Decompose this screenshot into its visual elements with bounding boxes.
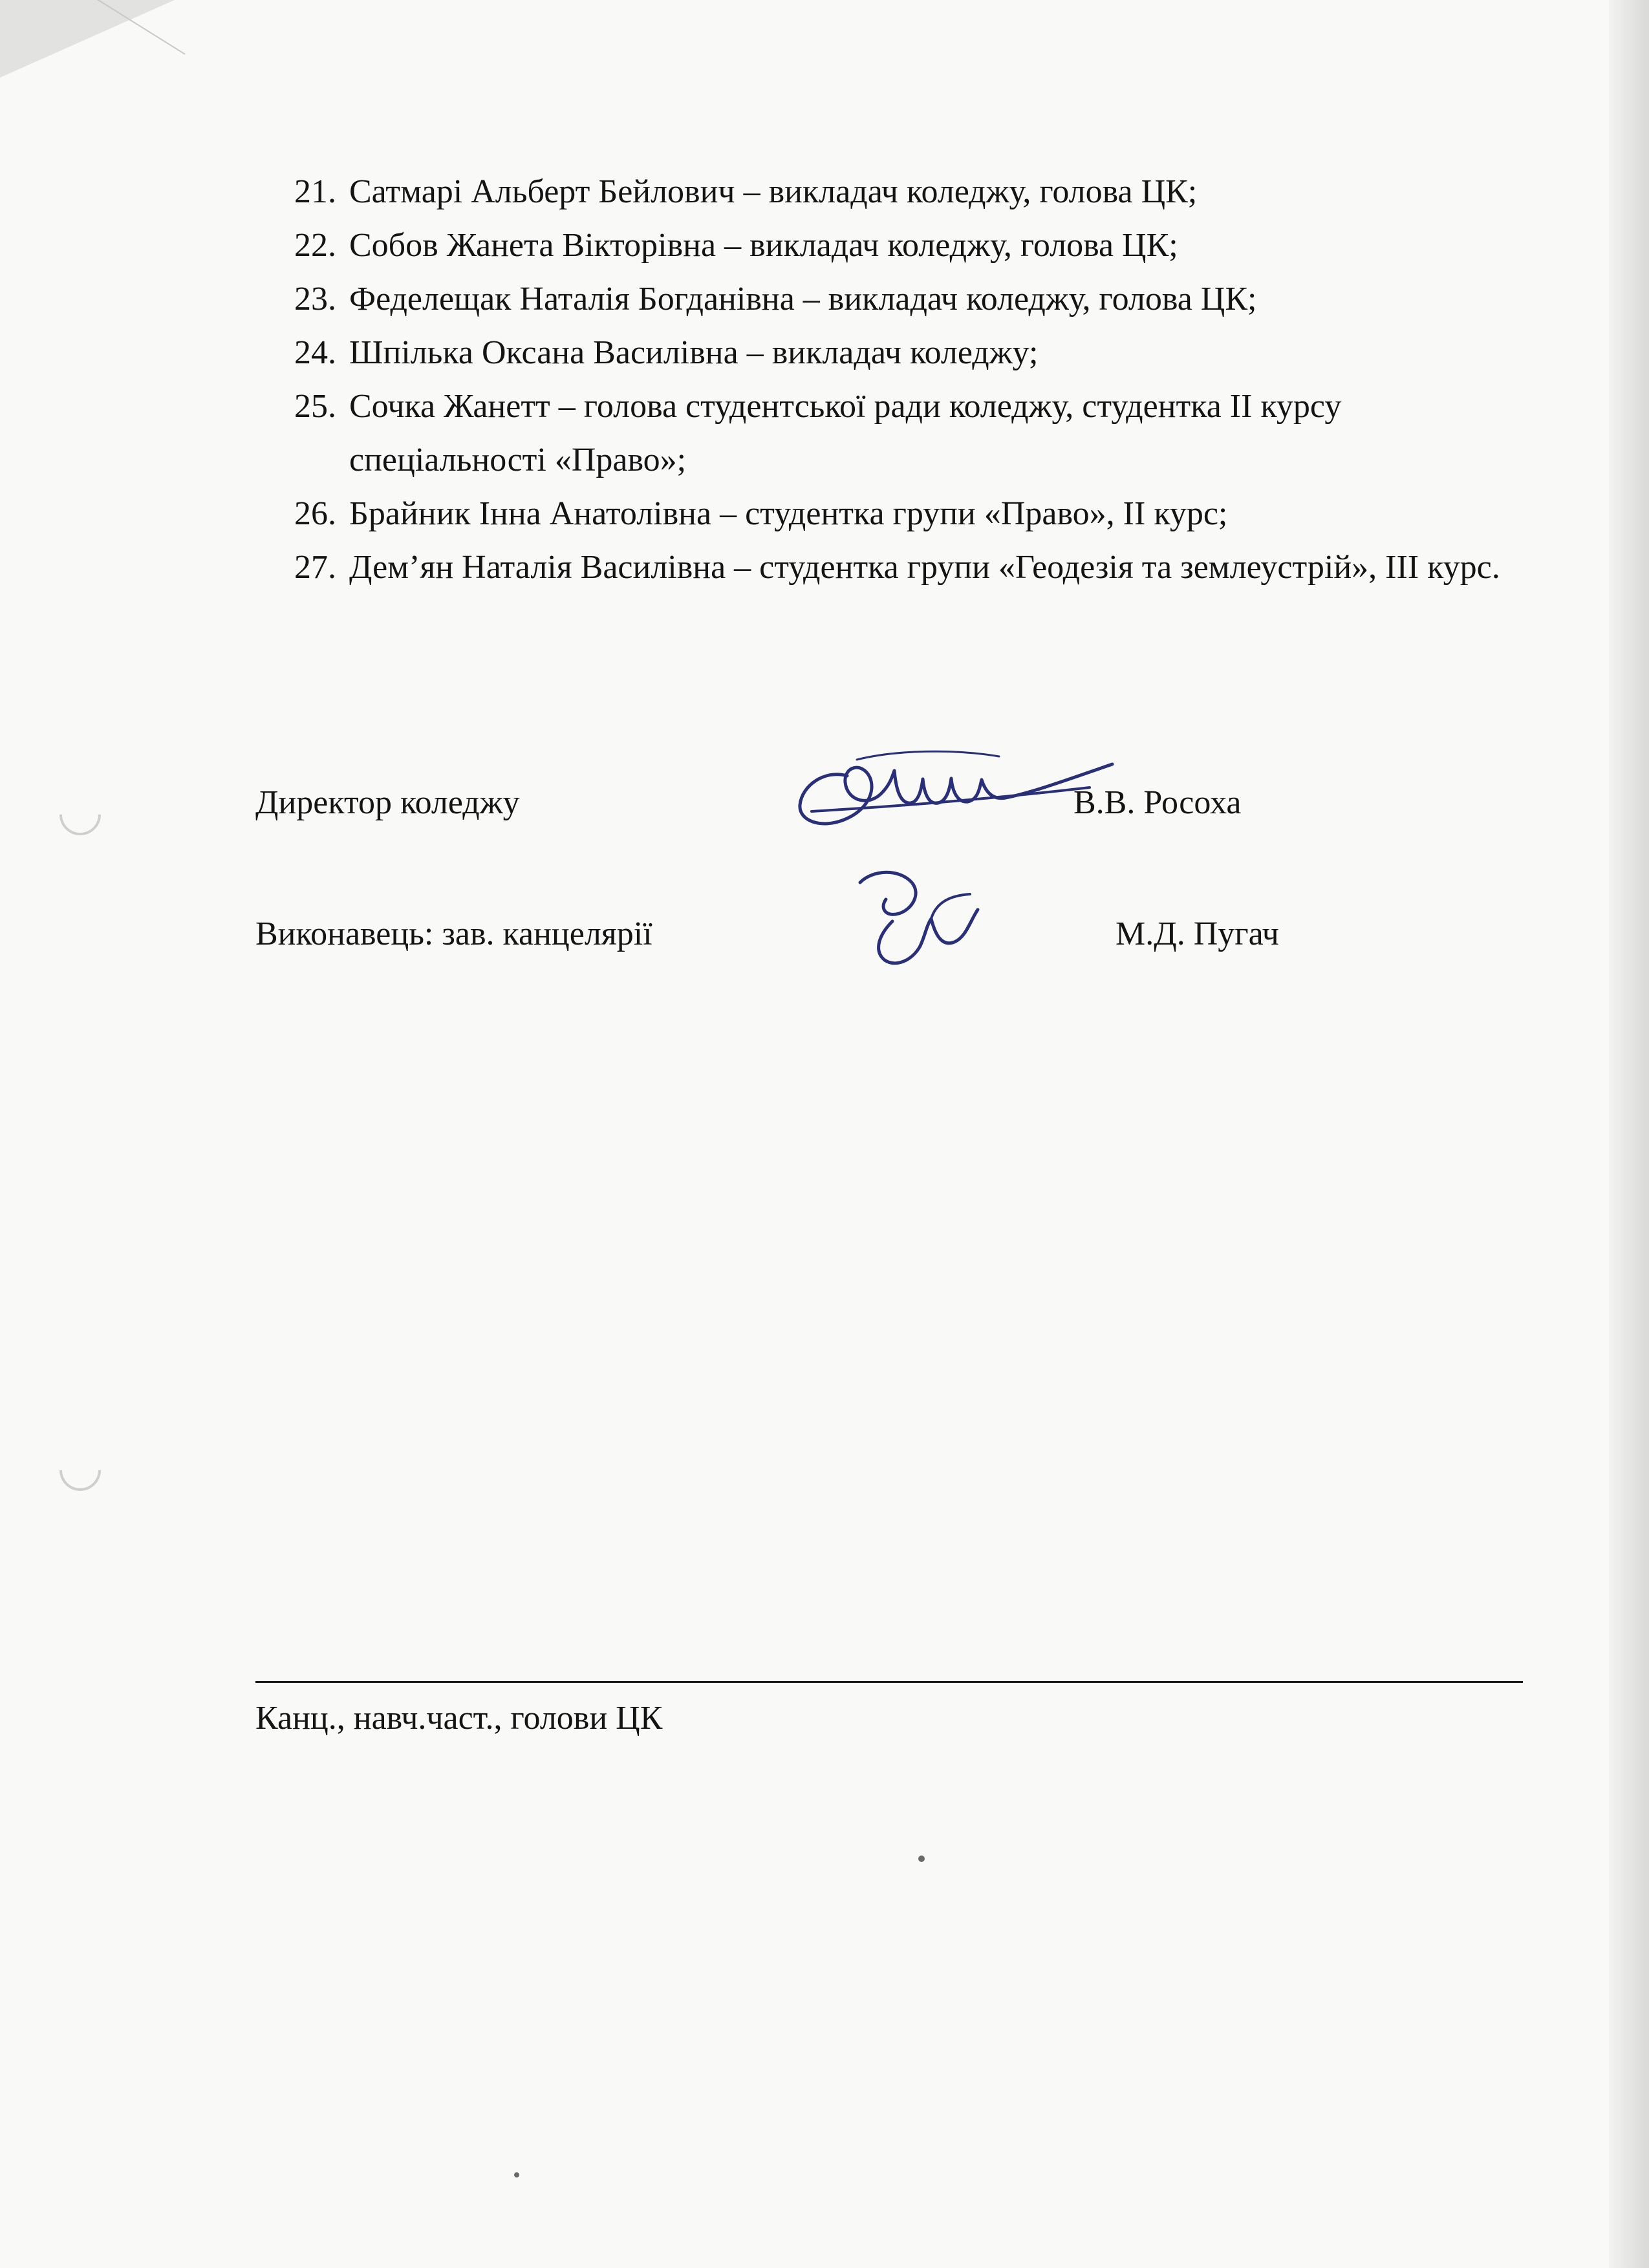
list-item (285, 219, 1539, 272)
list-item-number: 27. (294, 549, 336, 586)
scan-speck (918, 1856, 925, 1862)
list-item (285, 380, 1539, 487)
director-name: В.В. Росоха (1073, 784, 1242, 821)
list-item-text: Сатмарі Альберт Бейлович – викладач коледжу, голова ЦК; (349, 173, 1198, 210)
list-item-text: Дем’ян Наталія Василівна – студентка групи «Геодезія та землеустрій», ІІІ курс. (349, 549, 1500, 586)
list-item (285, 326, 1539, 380)
list-item-text: Шпілька Оксана Василівна – викладач коледжу; (349, 334, 1039, 371)
list-item-number: 21. (294, 173, 336, 210)
list-item (285, 272, 1539, 326)
punch-hole-icon (51, 786, 110, 844)
executor-signature-icon (834, 857, 1002, 986)
folded-corner (0, 0, 175, 78)
list-item-number: 25. (294, 388, 336, 425)
executor-name: М.Д. Пугач (1116, 915, 1279, 952)
list-item-text: Собов Жанета Вікторівна – викладач коледжу, голова ЦК; (349, 227, 1178, 264)
footer-divider (255, 1681, 1523, 1683)
list-item (285, 165, 1539, 219)
list-item (285, 487, 1539, 540)
list-item-text: Сочка Жанетт – голова студентської ради коледжу, студентка ІІ курсу спеціальності «Право»; (349, 388, 1342, 478)
list-item-number: 22. (294, 227, 336, 264)
list-item (285, 540, 1539, 594)
distribution-list: Канц., навч.част., голови ЦК (255, 1700, 663, 1737)
scan-speck (514, 2172, 519, 2177)
scan-edge-shadow (1609, 0, 1649, 2268)
list-item-number: 26. (294, 495, 336, 532)
executor-title: Виконавець: зав. канцелярії (255, 915, 652, 952)
director-title: Директор коледжу (255, 784, 520, 821)
list-item-number: 23. (294, 281, 336, 317)
council-members-list (285, 165, 1539, 594)
list-item-number: 24. (294, 334, 336, 371)
punch-hole-icon (51, 1441, 110, 1500)
list-item-text: Брайник Інна Анатолівна – студентка групи «Право», ІІ курс; (349, 495, 1228, 532)
list-item-text: Феделещак Наталія Богданівна – викладач коледжу, голова ЦК; (349, 281, 1257, 317)
director-signature-icon (786, 731, 1122, 847)
